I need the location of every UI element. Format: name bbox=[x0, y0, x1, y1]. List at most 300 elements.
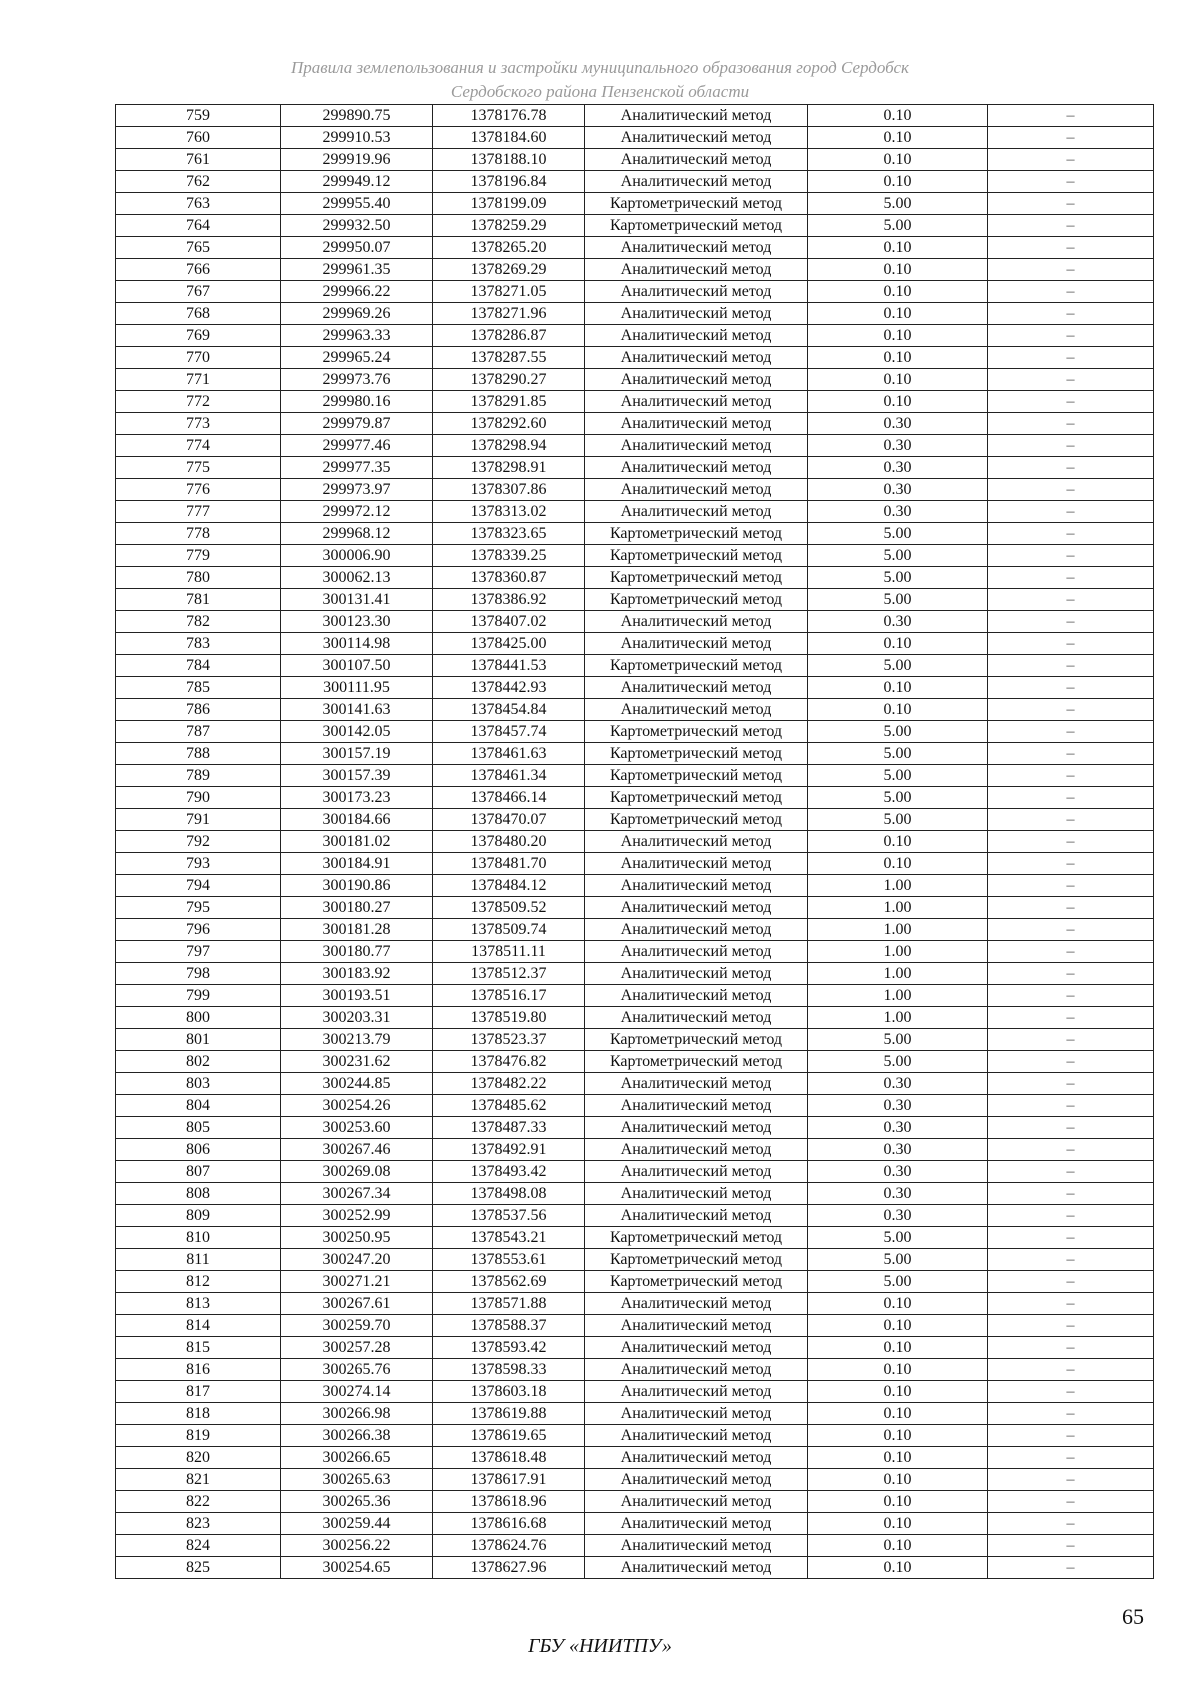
note-cell: – bbox=[988, 1469, 1154, 1491]
accuracy-cell: 0.30 bbox=[808, 501, 988, 523]
point-number-cell: 825 bbox=[116, 1557, 281, 1579]
note-cell: – bbox=[988, 1293, 1154, 1315]
x-coordinate-cell: 300184.91 bbox=[281, 853, 433, 875]
y-coordinate-cell: 1378290.27 bbox=[433, 369, 585, 391]
method-cell: Аналитический метод bbox=[585, 677, 808, 699]
accuracy-cell: 1.00 bbox=[808, 919, 988, 941]
x-coordinate-cell: 300259.70 bbox=[281, 1315, 433, 1337]
method-cell: Аналитический метод bbox=[585, 1117, 808, 1139]
method-cell: Аналитический метод bbox=[585, 1469, 808, 1491]
x-coordinate-cell: 300269.08 bbox=[281, 1161, 433, 1183]
x-coordinate-cell: 300190.86 bbox=[281, 875, 433, 897]
header-line-1: Правила землепользования и застройки муниципального образования город Сердобск bbox=[290, 58, 909, 77]
x-coordinate-cell: 300266.98 bbox=[281, 1403, 433, 1425]
accuracy-cell: 5.00 bbox=[808, 523, 988, 545]
point-number-cell: 781 bbox=[116, 589, 281, 611]
table-row bbox=[116, 1161, 1154, 1183]
y-coordinate-cell: 1378307.86 bbox=[433, 479, 585, 501]
table-row bbox=[116, 105, 1154, 127]
method-cell: Аналитический метод bbox=[585, 281, 808, 303]
method-cell: Аналитический метод bbox=[585, 875, 808, 897]
x-coordinate-cell: 299949.12 bbox=[281, 171, 433, 193]
accuracy-cell: 1.00 bbox=[808, 985, 988, 1007]
accuracy-cell: 5.00 bbox=[808, 545, 988, 567]
x-coordinate-cell: 299968.12 bbox=[281, 523, 433, 545]
table-row bbox=[116, 655, 1154, 677]
method-cell: Картометрический метод bbox=[585, 809, 808, 831]
y-coordinate-cell: 1378619.65 bbox=[433, 1425, 585, 1447]
table-row bbox=[116, 391, 1154, 413]
method-cell: Аналитический метод bbox=[585, 1007, 808, 1029]
x-coordinate-cell: 300114.98 bbox=[281, 633, 433, 655]
note-cell: – bbox=[988, 413, 1154, 435]
y-coordinate-cell: 1378259.29 bbox=[433, 215, 585, 237]
accuracy-cell: 0.10 bbox=[808, 831, 988, 853]
y-coordinate-cell: 1378298.91 bbox=[433, 457, 585, 479]
method-cell: Картометрический метод bbox=[585, 1029, 808, 1051]
accuracy-cell: 0.10 bbox=[808, 127, 988, 149]
point-number-cell: 765 bbox=[116, 237, 281, 259]
table-row bbox=[116, 1381, 1154, 1403]
note-cell: – bbox=[988, 215, 1154, 237]
note-cell: – bbox=[988, 1271, 1154, 1293]
accuracy-cell: 0.10 bbox=[808, 1513, 988, 1535]
x-coordinate-cell: 299980.16 bbox=[281, 391, 433, 413]
table-row bbox=[116, 369, 1154, 391]
note-cell: – bbox=[988, 479, 1154, 501]
accuracy-cell: 1.00 bbox=[808, 963, 988, 985]
y-coordinate-cell: 1378339.25 bbox=[433, 545, 585, 567]
accuracy-cell: 1.00 bbox=[808, 941, 988, 963]
table-row bbox=[116, 1205, 1154, 1227]
y-coordinate-cell: 1378454.84 bbox=[433, 699, 585, 721]
method-cell: Картометрический метод bbox=[585, 1249, 808, 1271]
note-cell: – bbox=[988, 523, 1154, 545]
x-coordinate-cell: 300250.95 bbox=[281, 1227, 433, 1249]
method-cell: Аналитический метод bbox=[585, 413, 808, 435]
x-coordinate-cell: 299932.50 bbox=[281, 215, 433, 237]
y-coordinate-cell: 1378461.34 bbox=[433, 765, 585, 787]
table-row bbox=[116, 765, 1154, 787]
accuracy-cell: 0.10 bbox=[808, 325, 988, 347]
point-number-cell: 792 bbox=[116, 831, 281, 853]
table-row bbox=[116, 1557, 1154, 1579]
method-cell: Аналитический метод bbox=[585, 457, 808, 479]
x-coordinate-cell: 299950.07 bbox=[281, 237, 433, 259]
accuracy-cell: 0.30 bbox=[808, 1117, 988, 1139]
table-row bbox=[116, 325, 1154, 347]
table-row bbox=[116, 633, 1154, 655]
table-row bbox=[116, 1447, 1154, 1469]
point-number-cell: 806 bbox=[116, 1139, 281, 1161]
y-coordinate-cell: 1378482.22 bbox=[433, 1073, 585, 1095]
point-number-cell: 798 bbox=[116, 963, 281, 985]
accuracy-cell: 0.30 bbox=[808, 1139, 988, 1161]
point-number-cell: 796 bbox=[116, 919, 281, 941]
method-cell: Аналитический метод bbox=[585, 1315, 808, 1337]
note-cell: – bbox=[988, 237, 1154, 259]
x-coordinate-cell: 300181.28 bbox=[281, 919, 433, 941]
note-cell: – bbox=[988, 1403, 1154, 1425]
table-row bbox=[116, 545, 1154, 567]
table-row bbox=[116, 919, 1154, 941]
table-row bbox=[116, 1535, 1154, 1557]
y-coordinate-cell: 1378386.92 bbox=[433, 589, 585, 611]
point-number-cell: 813 bbox=[116, 1293, 281, 1315]
table-row bbox=[116, 523, 1154, 545]
table-row bbox=[116, 831, 1154, 853]
accuracy-cell: 5.00 bbox=[808, 589, 988, 611]
point-number-cell: 791 bbox=[116, 809, 281, 831]
accuracy-cell: 0.10 bbox=[808, 369, 988, 391]
table-row bbox=[116, 1095, 1154, 1117]
x-coordinate-cell: 300274.14 bbox=[281, 1381, 433, 1403]
y-coordinate-cell: 1378298.94 bbox=[433, 435, 585, 457]
method-cell: Аналитический метод bbox=[585, 1425, 808, 1447]
x-coordinate-cell: 300173.23 bbox=[281, 787, 433, 809]
accuracy-cell: 0.30 bbox=[808, 1205, 988, 1227]
note-cell: – bbox=[988, 193, 1154, 215]
y-coordinate-cell: 1378562.69 bbox=[433, 1271, 585, 1293]
note-cell: – bbox=[988, 875, 1154, 897]
method-cell: Аналитический метод bbox=[585, 1183, 808, 1205]
method-cell: Аналитический метод bbox=[585, 501, 808, 523]
method-cell: Аналитический метод bbox=[585, 1557, 808, 1579]
method-cell: Аналитический метод bbox=[585, 1293, 808, 1315]
note-cell: – bbox=[988, 1557, 1154, 1579]
method-cell: Аналитический метод bbox=[585, 1337, 808, 1359]
table-row bbox=[116, 1425, 1154, 1447]
x-coordinate-cell: 300183.92 bbox=[281, 963, 433, 985]
note-cell: – bbox=[988, 281, 1154, 303]
accuracy-cell: 5.00 bbox=[808, 765, 988, 787]
method-cell: Аналитический метод bbox=[585, 1403, 808, 1425]
note-cell: – bbox=[988, 897, 1154, 919]
accuracy-cell: 0.10 bbox=[808, 1491, 988, 1513]
point-number-cell: 816 bbox=[116, 1359, 281, 1381]
method-cell: Аналитический метод bbox=[585, 1095, 808, 1117]
x-coordinate-cell: 300062.13 bbox=[281, 567, 433, 589]
table-row bbox=[116, 1249, 1154, 1271]
table-row bbox=[116, 259, 1154, 281]
table-row bbox=[116, 1073, 1154, 1095]
y-coordinate-cell: 1378485.62 bbox=[433, 1095, 585, 1117]
note-cell: – bbox=[988, 369, 1154, 391]
y-coordinate-cell: 1378442.93 bbox=[433, 677, 585, 699]
note-cell: – bbox=[988, 831, 1154, 853]
note-cell: – bbox=[988, 149, 1154, 171]
y-coordinate-cell: 1378519.80 bbox=[433, 1007, 585, 1029]
point-number-cell: 776 bbox=[116, 479, 281, 501]
x-coordinate-cell: 300267.61 bbox=[281, 1293, 433, 1315]
point-number-cell: 815 bbox=[116, 1337, 281, 1359]
method-cell: Аналитический метод bbox=[585, 1139, 808, 1161]
note-cell: – bbox=[988, 457, 1154, 479]
note-cell: – bbox=[988, 919, 1154, 941]
y-coordinate-cell: 1378624.76 bbox=[433, 1535, 585, 1557]
accuracy-cell: 0.30 bbox=[808, 413, 988, 435]
note-cell: – bbox=[988, 1227, 1154, 1249]
accuracy-cell: 5.00 bbox=[808, 1029, 988, 1051]
note-cell: – bbox=[988, 567, 1154, 589]
method-cell: Картометрический метод bbox=[585, 765, 808, 787]
accuracy-cell: 1.00 bbox=[808, 897, 988, 919]
table-row bbox=[116, 721, 1154, 743]
y-coordinate-cell: 1378176.78 bbox=[433, 105, 585, 127]
y-coordinate-cell: 1378292.60 bbox=[433, 413, 585, 435]
accuracy-cell: 5.00 bbox=[808, 1271, 988, 1293]
table-row bbox=[116, 1117, 1154, 1139]
table-row bbox=[116, 611, 1154, 633]
y-coordinate-cell: 1378286.87 bbox=[433, 325, 585, 347]
note-cell: – bbox=[988, 1139, 1154, 1161]
point-number-cell: 802 bbox=[116, 1051, 281, 1073]
y-coordinate-cell: 1378481.70 bbox=[433, 853, 585, 875]
x-coordinate-cell: 300180.77 bbox=[281, 941, 433, 963]
y-coordinate-cell: 1378553.61 bbox=[433, 1249, 585, 1271]
table-row bbox=[116, 985, 1154, 1007]
accuracy-cell: 1.00 bbox=[808, 875, 988, 897]
note-cell: – bbox=[988, 1029, 1154, 1051]
method-cell: Аналитический метод bbox=[585, 391, 808, 413]
y-coordinate-cell: 1378466.14 bbox=[433, 787, 585, 809]
method-cell: Аналитический метод bbox=[585, 699, 808, 721]
point-number-cell: 808 bbox=[116, 1183, 281, 1205]
point-number-cell: 767 bbox=[116, 281, 281, 303]
point-number-cell: 800 bbox=[116, 1007, 281, 1029]
table-row bbox=[116, 853, 1154, 875]
note-cell: – bbox=[988, 633, 1154, 655]
y-coordinate-cell: 1378265.20 bbox=[433, 237, 585, 259]
note-cell: – bbox=[988, 985, 1154, 1007]
accuracy-cell: 0.10 bbox=[808, 1447, 988, 1469]
point-number-cell: 822 bbox=[116, 1491, 281, 1513]
table-row bbox=[116, 237, 1154, 259]
y-coordinate-cell: 1378516.17 bbox=[433, 985, 585, 1007]
accuracy-cell: 0.10 bbox=[808, 1315, 988, 1337]
y-coordinate-cell: 1378271.05 bbox=[433, 281, 585, 303]
x-coordinate-cell: 300247.20 bbox=[281, 1249, 433, 1271]
y-coordinate-cell: 1378603.18 bbox=[433, 1381, 585, 1403]
method-cell: Аналитический метод bbox=[585, 1491, 808, 1513]
point-number-cell: 793 bbox=[116, 853, 281, 875]
x-coordinate-cell: 300181.02 bbox=[281, 831, 433, 853]
accuracy-cell: 0.10 bbox=[808, 105, 988, 127]
table-row bbox=[116, 743, 1154, 765]
table-row bbox=[116, 1315, 1154, 1337]
table-row bbox=[116, 1227, 1154, 1249]
y-coordinate-cell: 1378627.96 bbox=[433, 1557, 585, 1579]
accuracy-cell: 0.10 bbox=[808, 281, 988, 303]
table-row bbox=[116, 1139, 1154, 1161]
accuracy-cell: 5.00 bbox=[808, 721, 988, 743]
point-number-cell: 774 bbox=[116, 435, 281, 457]
method-cell: Аналитический метод bbox=[585, 369, 808, 391]
table-row bbox=[116, 963, 1154, 985]
y-coordinate-cell: 1378188.10 bbox=[433, 149, 585, 171]
y-coordinate-cell: 1378543.21 bbox=[433, 1227, 585, 1249]
method-cell: Аналитический метод bbox=[585, 919, 808, 941]
table-row bbox=[116, 215, 1154, 237]
method-cell: Аналитический метод bbox=[585, 853, 808, 875]
accuracy-cell: 0.10 bbox=[808, 1469, 988, 1491]
point-number-cell: 819 bbox=[116, 1425, 281, 1447]
x-coordinate-cell: 300213.79 bbox=[281, 1029, 433, 1051]
x-coordinate-cell: 299979.87 bbox=[281, 413, 433, 435]
x-coordinate-cell: 300157.19 bbox=[281, 743, 433, 765]
x-coordinate-cell: 299977.35 bbox=[281, 457, 433, 479]
method-cell: Картометрический метод bbox=[585, 743, 808, 765]
x-coordinate-cell: 299890.75 bbox=[281, 105, 433, 127]
note-cell: – bbox=[988, 1425, 1154, 1447]
accuracy-cell: 0.10 bbox=[808, 1557, 988, 1579]
point-number-cell: 761 bbox=[116, 149, 281, 171]
point-number-cell: 764 bbox=[116, 215, 281, 237]
note-cell: – bbox=[988, 545, 1154, 567]
point-number-cell: 787 bbox=[116, 721, 281, 743]
note-cell: – bbox=[988, 1051, 1154, 1073]
point-number-cell: 768 bbox=[116, 303, 281, 325]
table-row bbox=[116, 193, 1154, 215]
method-cell: Аналитический метод bbox=[585, 237, 808, 259]
note-cell: – bbox=[988, 809, 1154, 831]
y-coordinate-cell: 1378498.08 bbox=[433, 1183, 585, 1205]
point-number-cell: 762 bbox=[116, 171, 281, 193]
x-coordinate-cell: 300254.65 bbox=[281, 1557, 433, 1579]
note-cell: – bbox=[988, 699, 1154, 721]
page-footer: ГБУ «НИИТПУ» bbox=[528, 1635, 672, 1657]
x-coordinate-cell: 299977.46 bbox=[281, 435, 433, 457]
note-cell: – bbox=[988, 1073, 1154, 1095]
note-cell: – bbox=[988, 1513, 1154, 1535]
method-cell: Картометрический метод bbox=[585, 567, 808, 589]
y-coordinate-cell: 1378509.52 bbox=[433, 897, 585, 919]
table-row bbox=[116, 1183, 1154, 1205]
method-cell: Аналитический метод bbox=[585, 941, 808, 963]
point-number-cell: 789 bbox=[116, 765, 281, 787]
accuracy-cell: 0.30 bbox=[808, 457, 988, 479]
x-coordinate-cell: 300271.21 bbox=[281, 1271, 433, 1293]
note-cell: – bbox=[988, 1117, 1154, 1139]
accuracy-cell: 5.00 bbox=[808, 809, 988, 831]
point-number-cell: 785 bbox=[116, 677, 281, 699]
x-coordinate-cell: 300180.27 bbox=[281, 897, 433, 919]
point-number-cell: 817 bbox=[116, 1381, 281, 1403]
method-cell: Аналитический метод bbox=[585, 1535, 808, 1557]
note-cell: – bbox=[988, 325, 1154, 347]
y-coordinate-cell: 1378271.96 bbox=[433, 303, 585, 325]
point-number-cell: 795 bbox=[116, 897, 281, 919]
note-cell: – bbox=[988, 1249, 1154, 1271]
method-cell: Картометрический метод bbox=[585, 655, 808, 677]
note-cell: – bbox=[988, 105, 1154, 127]
table-row bbox=[116, 941, 1154, 963]
point-number-cell: 821 bbox=[116, 1469, 281, 1491]
x-coordinate-cell: 300267.34 bbox=[281, 1183, 433, 1205]
point-number-cell: 766 bbox=[116, 259, 281, 281]
point-number-cell: 773 bbox=[116, 413, 281, 435]
point-number-cell: 771 bbox=[116, 369, 281, 391]
table-row bbox=[116, 1513, 1154, 1535]
note-cell: – bbox=[988, 259, 1154, 281]
accuracy-cell: 0.10 bbox=[808, 237, 988, 259]
method-cell: Аналитический метод bbox=[585, 479, 808, 501]
method-cell: Аналитический метод bbox=[585, 127, 808, 149]
point-number-cell: 794 bbox=[116, 875, 281, 897]
note-cell: – bbox=[988, 589, 1154, 611]
y-coordinate-cell: 1378476.82 bbox=[433, 1051, 585, 1073]
method-cell: Аналитический метод bbox=[585, 897, 808, 919]
point-number-cell: 779 bbox=[116, 545, 281, 567]
table-row bbox=[116, 347, 1154, 369]
note-cell: – bbox=[988, 765, 1154, 787]
x-coordinate-cell: 300252.99 bbox=[281, 1205, 433, 1227]
point-number-cell: 786 bbox=[116, 699, 281, 721]
x-coordinate-cell: 300266.38 bbox=[281, 1425, 433, 1447]
table-row bbox=[116, 897, 1154, 919]
note-cell: – bbox=[988, 171, 1154, 193]
x-coordinate-cell: 299969.26 bbox=[281, 303, 433, 325]
method-cell: Картометрический метод bbox=[585, 589, 808, 611]
y-coordinate-cell: 1378616.68 bbox=[433, 1513, 585, 1535]
point-number-cell: 759 bbox=[116, 105, 281, 127]
accuracy-cell: 0.10 bbox=[808, 1381, 988, 1403]
y-coordinate-cell: 1378618.48 bbox=[433, 1447, 585, 1469]
method-cell: Аналитический метод bbox=[585, 1513, 808, 1535]
note-cell: – bbox=[988, 1205, 1154, 1227]
y-coordinate-cell: 1378291.85 bbox=[433, 391, 585, 413]
accuracy-cell: 5.00 bbox=[808, 1249, 988, 1271]
accuracy-cell: 0.30 bbox=[808, 1161, 988, 1183]
accuracy-cell: 5.00 bbox=[808, 787, 988, 809]
method-cell: Аналитический метод bbox=[585, 259, 808, 281]
method-cell: Картометрический метод bbox=[585, 721, 808, 743]
point-number-cell: 804 bbox=[116, 1095, 281, 1117]
point-number-cell: 783 bbox=[116, 633, 281, 655]
x-coordinate-cell: 300266.65 bbox=[281, 1447, 433, 1469]
point-number-cell: 772 bbox=[116, 391, 281, 413]
note-cell: – bbox=[988, 435, 1154, 457]
point-number-cell: 823 bbox=[116, 1513, 281, 1535]
y-coordinate-cell: 1378196.84 bbox=[433, 171, 585, 193]
y-coordinate-cell: 1378523.37 bbox=[433, 1029, 585, 1051]
table-row bbox=[116, 567, 1154, 589]
y-coordinate-cell: 1378511.11 bbox=[433, 941, 585, 963]
point-number-cell: 778 bbox=[116, 523, 281, 545]
table-row bbox=[116, 501, 1154, 523]
x-coordinate-cell: 300231.62 bbox=[281, 1051, 433, 1073]
x-coordinate-cell: 300265.76 bbox=[281, 1359, 433, 1381]
table-row bbox=[116, 1293, 1154, 1315]
x-coordinate-cell: 299973.97 bbox=[281, 479, 433, 501]
note-cell: – bbox=[988, 303, 1154, 325]
note-cell: – bbox=[988, 721, 1154, 743]
point-number-cell: 784 bbox=[116, 655, 281, 677]
note-cell: – bbox=[988, 611, 1154, 633]
point-number-cell: 769 bbox=[116, 325, 281, 347]
note-cell: – bbox=[988, 1491, 1154, 1513]
accuracy-cell: 0.10 bbox=[808, 633, 988, 655]
y-coordinate-cell: 1378470.07 bbox=[433, 809, 585, 831]
page-number: 65 bbox=[1122, 1604, 1144, 1629]
method-cell: Картометрический метод bbox=[585, 1051, 808, 1073]
x-coordinate-cell: 299963.33 bbox=[281, 325, 433, 347]
accuracy-cell: 0.30 bbox=[808, 1183, 988, 1205]
point-number-cell: 763 bbox=[116, 193, 281, 215]
point-number-cell: 788 bbox=[116, 743, 281, 765]
method-cell: Аналитический метод bbox=[585, 435, 808, 457]
accuracy-cell: 0.10 bbox=[808, 347, 988, 369]
